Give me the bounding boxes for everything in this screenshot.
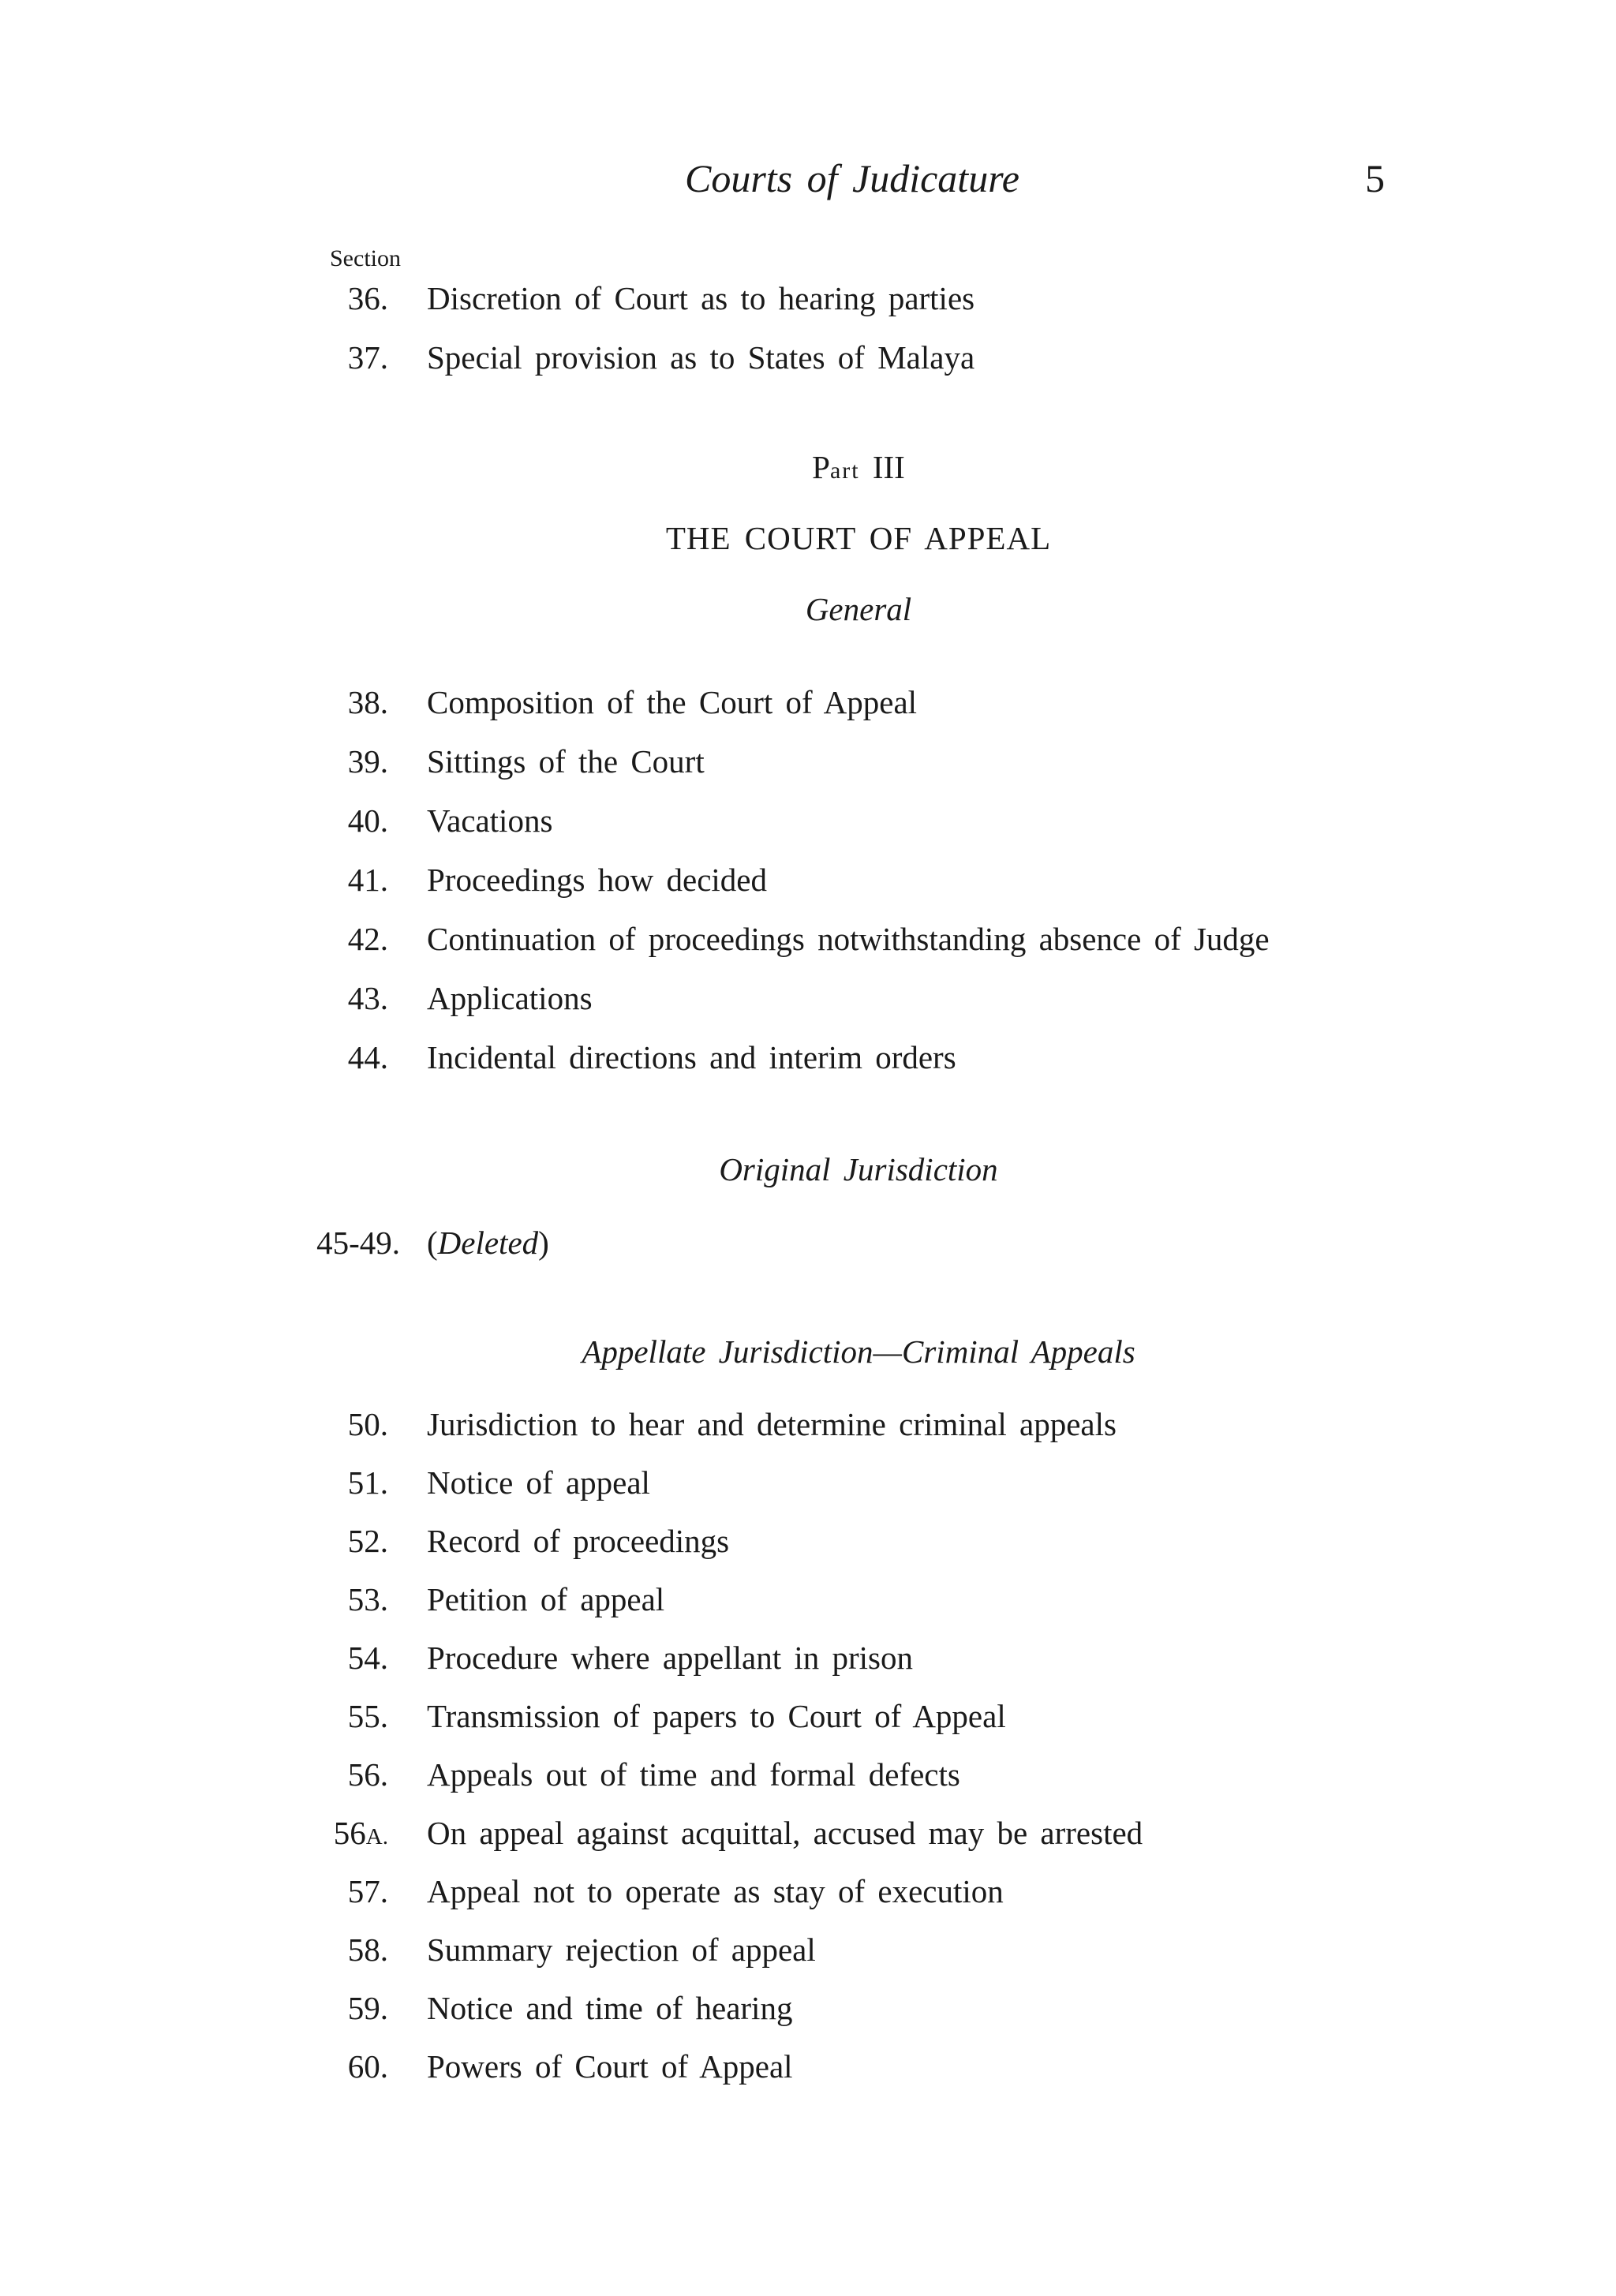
part-label-numeral: III (872, 449, 905, 485)
part-label (0, 443, 1616, 495)
toc-entry (0, 1692, 1616, 1740)
page-number: 5 (1365, 156, 1385, 200)
subheading-appellate-jurisdiction: Appellate Jurisdiction—Criminal Appeals (582, 1333, 1135, 1370)
section-title: Proceedings how decided (427, 862, 767, 898)
section-title: Vacations (427, 802, 553, 839)
section-number: 55. (347, 1698, 388, 1734)
section-number: 51. (347, 1464, 388, 1501)
section-title: Procedure where appellant in prison (427, 1640, 914, 1676)
toc-entry (0, 856, 1616, 903)
close-paren: ) (538, 1225, 549, 1261)
section-number-suffix: A. (365, 1824, 388, 1849)
section-title: Incidental directions and interim orders (427, 1039, 956, 1075)
deleted-label: Deleted (437, 1225, 539, 1261)
section-number: 56. (347, 1756, 388, 1793)
part-label-rest: art (829, 458, 860, 484)
section-number: 36. (347, 280, 388, 316)
section-title: Summary rejection of appeal (427, 1931, 816, 1968)
section-title: On appeal against acquittal, accused may be arrested (427, 1815, 1143, 1851)
toc-entry (0, 1926, 1616, 1973)
section-number: 43. (347, 980, 388, 1016)
section-title: Jurisdiction to hear and determine criminal appeals (427, 1406, 1117, 1442)
section-number: 59. (347, 1990, 388, 2026)
section-number: 40. (347, 802, 388, 839)
section-title: Notice and time of hearing (427, 1990, 793, 2026)
section-title: Record of proceedings (427, 1523, 730, 1559)
subheading-general: General (805, 591, 912, 627)
section-number: 44. (347, 1039, 388, 1075)
section-number: 45-49. (316, 1225, 400, 1261)
section-number: 42. (347, 921, 388, 957)
section-number: 58. (347, 1931, 388, 1968)
toc-entry (0, 334, 1616, 381)
toc-entry (0, 797, 1616, 844)
section-number: 60. (347, 2048, 388, 2085)
toc-entry (0, 2043, 1616, 2090)
running-title: Courts of Judicature (684, 156, 1019, 200)
section-title: Composition of the Court of Appeal (427, 684, 918, 720)
section-title: Applications (427, 980, 593, 1016)
section-number: 54. (347, 1640, 388, 1676)
section-title: Appeal not to operate as stay of execution (427, 1873, 1004, 1909)
section-number (334, 1809, 388, 1860)
toc-entry (0, 974, 1616, 1022)
toc-entry (0, 738, 1616, 785)
toc-entry (0, 1634, 1616, 1681)
toc-entry (0, 915, 1616, 963)
section-title: Notice of appeal (427, 1464, 650, 1501)
toc-entry (0, 1219, 1616, 1266)
subheading-original-jurisdiction: Original Jurisdiction (719, 1151, 998, 1187)
toc-entry (0, 1459, 1616, 1506)
toc-entry (0, 275, 1616, 322)
part-title: THE COURT OF APPEAL (665, 520, 1052, 556)
section-label: Section (330, 245, 401, 271)
section-title: Petition of appeal (427, 1581, 665, 1617)
toc-entry (0, 1400, 1616, 1448)
section-title: Special provision as to States of Malaya (427, 339, 975, 376)
open-paren: ( (427, 1225, 438, 1261)
section-title: Powers of Court of Appeal (427, 2048, 793, 2085)
section-number: 53. (347, 1581, 388, 1617)
section-title: Continuation of proceedings notwithstanding absence of Judge (427, 921, 1270, 957)
section-number: 39. (347, 743, 388, 780)
section-title: Sittings of the Court (427, 743, 705, 780)
toc-entry (0, 1868, 1616, 1915)
section-title: Discretion of Court as to hearing parties (427, 280, 975, 316)
toc-entry (0, 1751, 1616, 1798)
section-title (427, 1219, 549, 1266)
section-number: 41. (347, 862, 388, 898)
section-number: 50. (347, 1406, 388, 1442)
toc-entry (0, 1576, 1616, 1623)
part-label-initial: P (812, 449, 830, 485)
section-number: 38. (347, 684, 388, 720)
section-number: 52. (347, 1523, 388, 1559)
toc-entry (0, 679, 1616, 726)
toc-entry (0, 1984, 1616, 2032)
section-title: Transmission of papers to Court of Appeal (427, 1698, 1006, 1734)
section-number-main: 56 (333, 1815, 366, 1851)
toc-entry (0, 1034, 1616, 1081)
toc-entry (0, 1809, 1616, 1857)
toc-entry (0, 1517, 1616, 1565)
section-number: 37. (347, 339, 388, 376)
section-number: 57. (347, 1873, 388, 1909)
section-title: Appeals out of time and formal defects (427, 1756, 960, 1793)
